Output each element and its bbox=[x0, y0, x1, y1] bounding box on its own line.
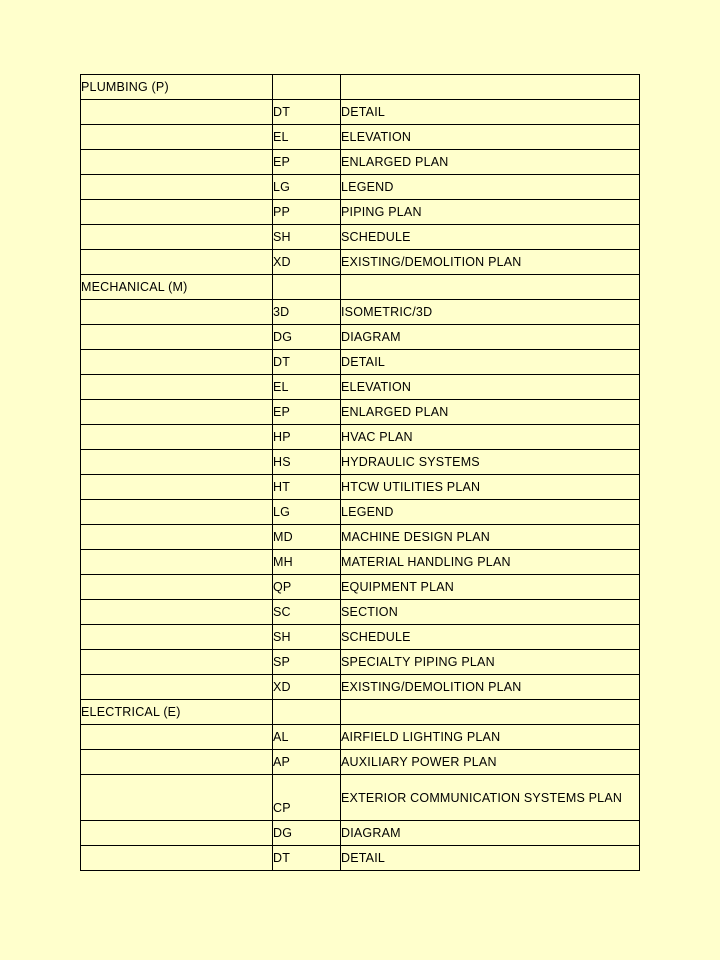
category-cell bbox=[81, 550, 273, 575]
table-row bbox=[81, 175, 640, 200]
description-cell: LEGEND bbox=[341, 500, 640, 525]
code-cell: DT bbox=[273, 100, 341, 125]
table-row bbox=[81, 100, 640, 125]
code-cell: CP bbox=[273, 775, 341, 821]
table-row bbox=[81, 150, 640, 175]
category-cell bbox=[81, 625, 273, 650]
table-row bbox=[81, 300, 640, 325]
table-row bbox=[81, 675, 640, 700]
code-cell: 3D bbox=[273, 300, 341, 325]
table-row bbox=[81, 600, 640, 625]
code-cell bbox=[273, 75, 341, 100]
table-row bbox=[81, 275, 640, 300]
table-row bbox=[81, 575, 640, 600]
description-cell: HTCW UTILITIES PLAN bbox=[341, 475, 640, 500]
category-cell bbox=[81, 400, 273, 425]
category-cell bbox=[81, 100, 273, 125]
description-cell: EXISTING/DEMOLITION PLAN bbox=[341, 675, 640, 700]
category-cell bbox=[81, 250, 273, 275]
table-row bbox=[81, 475, 640, 500]
category-cell bbox=[81, 650, 273, 675]
description-cell: PIPING PLAN bbox=[341, 200, 640, 225]
code-cell: HP bbox=[273, 425, 341, 450]
description-cell: SCHEDULE bbox=[341, 225, 640, 250]
code-cell: AL bbox=[273, 725, 341, 750]
category-cell bbox=[81, 150, 273, 175]
code-cell: EL bbox=[273, 125, 341, 150]
table-row bbox=[81, 750, 640, 775]
code-cell: XD bbox=[273, 675, 341, 700]
description-cell: ENLARGED PLAN bbox=[341, 150, 640, 175]
description-cell: HVAC PLAN bbox=[341, 425, 640, 450]
table-row bbox=[81, 375, 640, 400]
code-cell bbox=[273, 275, 341, 300]
code-cell: AP bbox=[273, 750, 341, 775]
table-row bbox=[81, 700, 640, 725]
code-cell: SP bbox=[273, 650, 341, 675]
description-cell: EQUIPMENT PLAN bbox=[341, 575, 640, 600]
description-cell: DETAIL bbox=[341, 100, 640, 125]
description-cell bbox=[341, 75, 640, 100]
table-row bbox=[81, 425, 640, 450]
category-cell bbox=[81, 175, 273, 200]
table-row bbox=[81, 250, 640, 275]
category-cell bbox=[81, 846, 273, 871]
code-cell: MH bbox=[273, 550, 341, 575]
code-cell: QP bbox=[273, 575, 341, 600]
code-cell: EL bbox=[273, 375, 341, 400]
table-row bbox=[81, 125, 640, 150]
description-cell: ENLARGED PLAN bbox=[341, 400, 640, 425]
description-cell: DETAIL bbox=[341, 846, 640, 871]
category-cell bbox=[81, 500, 273, 525]
description-cell bbox=[341, 275, 640, 300]
table-row bbox=[81, 75, 640, 100]
category-cell bbox=[81, 350, 273, 375]
description-cell: DIAGRAM bbox=[341, 325, 640, 350]
table-row bbox=[81, 550, 640, 575]
table-row bbox=[81, 400, 640, 425]
description-cell: ISOMETRIC/3D bbox=[341, 300, 640, 325]
description-cell: ELEVATION bbox=[341, 375, 640, 400]
description-cell: SECTION bbox=[341, 600, 640, 625]
table-row bbox=[81, 325, 640, 350]
category-cell bbox=[81, 325, 273, 350]
category-cell bbox=[81, 200, 273, 225]
category-cell bbox=[81, 225, 273, 250]
table-row bbox=[81, 650, 640, 675]
table-row bbox=[81, 525, 640, 550]
description-cell: LEGEND bbox=[341, 175, 640, 200]
sheet-type-table bbox=[80, 74, 640, 871]
category-cell: MECHANICAL (M) bbox=[81, 275, 273, 300]
category-cell bbox=[81, 675, 273, 700]
code-cell: SH bbox=[273, 625, 341, 650]
code-cell: DG bbox=[273, 821, 341, 846]
category-cell: ELECTRICAL (E) bbox=[81, 700, 273, 725]
code-cell: EP bbox=[273, 400, 341, 425]
code-cell bbox=[273, 700, 341, 725]
category-cell bbox=[81, 821, 273, 846]
sheet-type-rows bbox=[81, 75, 640, 871]
description-cell: DIAGRAM bbox=[341, 821, 640, 846]
category-cell: PLUMBING (P) bbox=[81, 75, 273, 100]
category-cell bbox=[81, 600, 273, 625]
category-cell bbox=[81, 725, 273, 750]
table-row bbox=[81, 725, 640, 750]
code-cell: PP bbox=[273, 200, 341, 225]
code-cell: EP bbox=[273, 150, 341, 175]
description-cell: MACHINE DESIGN PLAN bbox=[341, 525, 640, 550]
description-cell: AIRFIELD LIGHTING PLAN bbox=[341, 725, 640, 750]
code-cell: XD bbox=[273, 250, 341, 275]
category-cell bbox=[81, 450, 273, 475]
category-cell bbox=[81, 575, 273, 600]
code-cell: HS bbox=[273, 450, 341, 475]
code-cell: LG bbox=[273, 500, 341, 525]
description-cell: SCHEDULE bbox=[341, 625, 640, 650]
table-row bbox=[81, 846, 640, 871]
table-row bbox=[81, 821, 640, 846]
category-cell bbox=[81, 475, 273, 500]
description-cell: ELEVATION bbox=[341, 125, 640, 150]
description-cell: MATERIAL HANDLING PLAN bbox=[341, 550, 640, 575]
code-cell: MD bbox=[273, 525, 341, 550]
category-cell bbox=[81, 375, 273, 400]
category-cell bbox=[81, 300, 273, 325]
description-cell: DETAIL bbox=[341, 350, 640, 375]
code-cell: DT bbox=[273, 846, 341, 871]
description-cell: AUXILIARY POWER PLAN bbox=[341, 750, 640, 775]
code-cell: SH bbox=[273, 225, 341, 250]
table-row bbox=[81, 225, 640, 250]
category-cell bbox=[81, 125, 273, 150]
code-cell: HT bbox=[273, 475, 341, 500]
code-cell: DG bbox=[273, 325, 341, 350]
table-row bbox=[81, 200, 640, 225]
table-row bbox=[81, 350, 640, 375]
category-cell bbox=[81, 525, 273, 550]
description-cell: EXTERIOR COMMUNICATION SYSTEMS PLAN bbox=[341, 775, 640, 821]
category-cell bbox=[81, 775, 273, 821]
description-cell: SPECIALTY PIPING PLAN bbox=[341, 650, 640, 675]
description-cell: HYDRAULIC SYSTEMS bbox=[341, 450, 640, 475]
description-cell: EXISTING/DEMOLITION PLAN bbox=[341, 250, 640, 275]
code-cell: DT bbox=[273, 350, 341, 375]
category-cell bbox=[81, 425, 273, 450]
table-row bbox=[81, 625, 640, 650]
code-cell: SC bbox=[273, 600, 341, 625]
table-row bbox=[81, 500, 640, 525]
description-cell bbox=[341, 700, 640, 725]
category-cell bbox=[81, 750, 273, 775]
code-cell: LG bbox=[273, 175, 341, 200]
table-row bbox=[81, 775, 640, 821]
table-row bbox=[81, 450, 640, 475]
